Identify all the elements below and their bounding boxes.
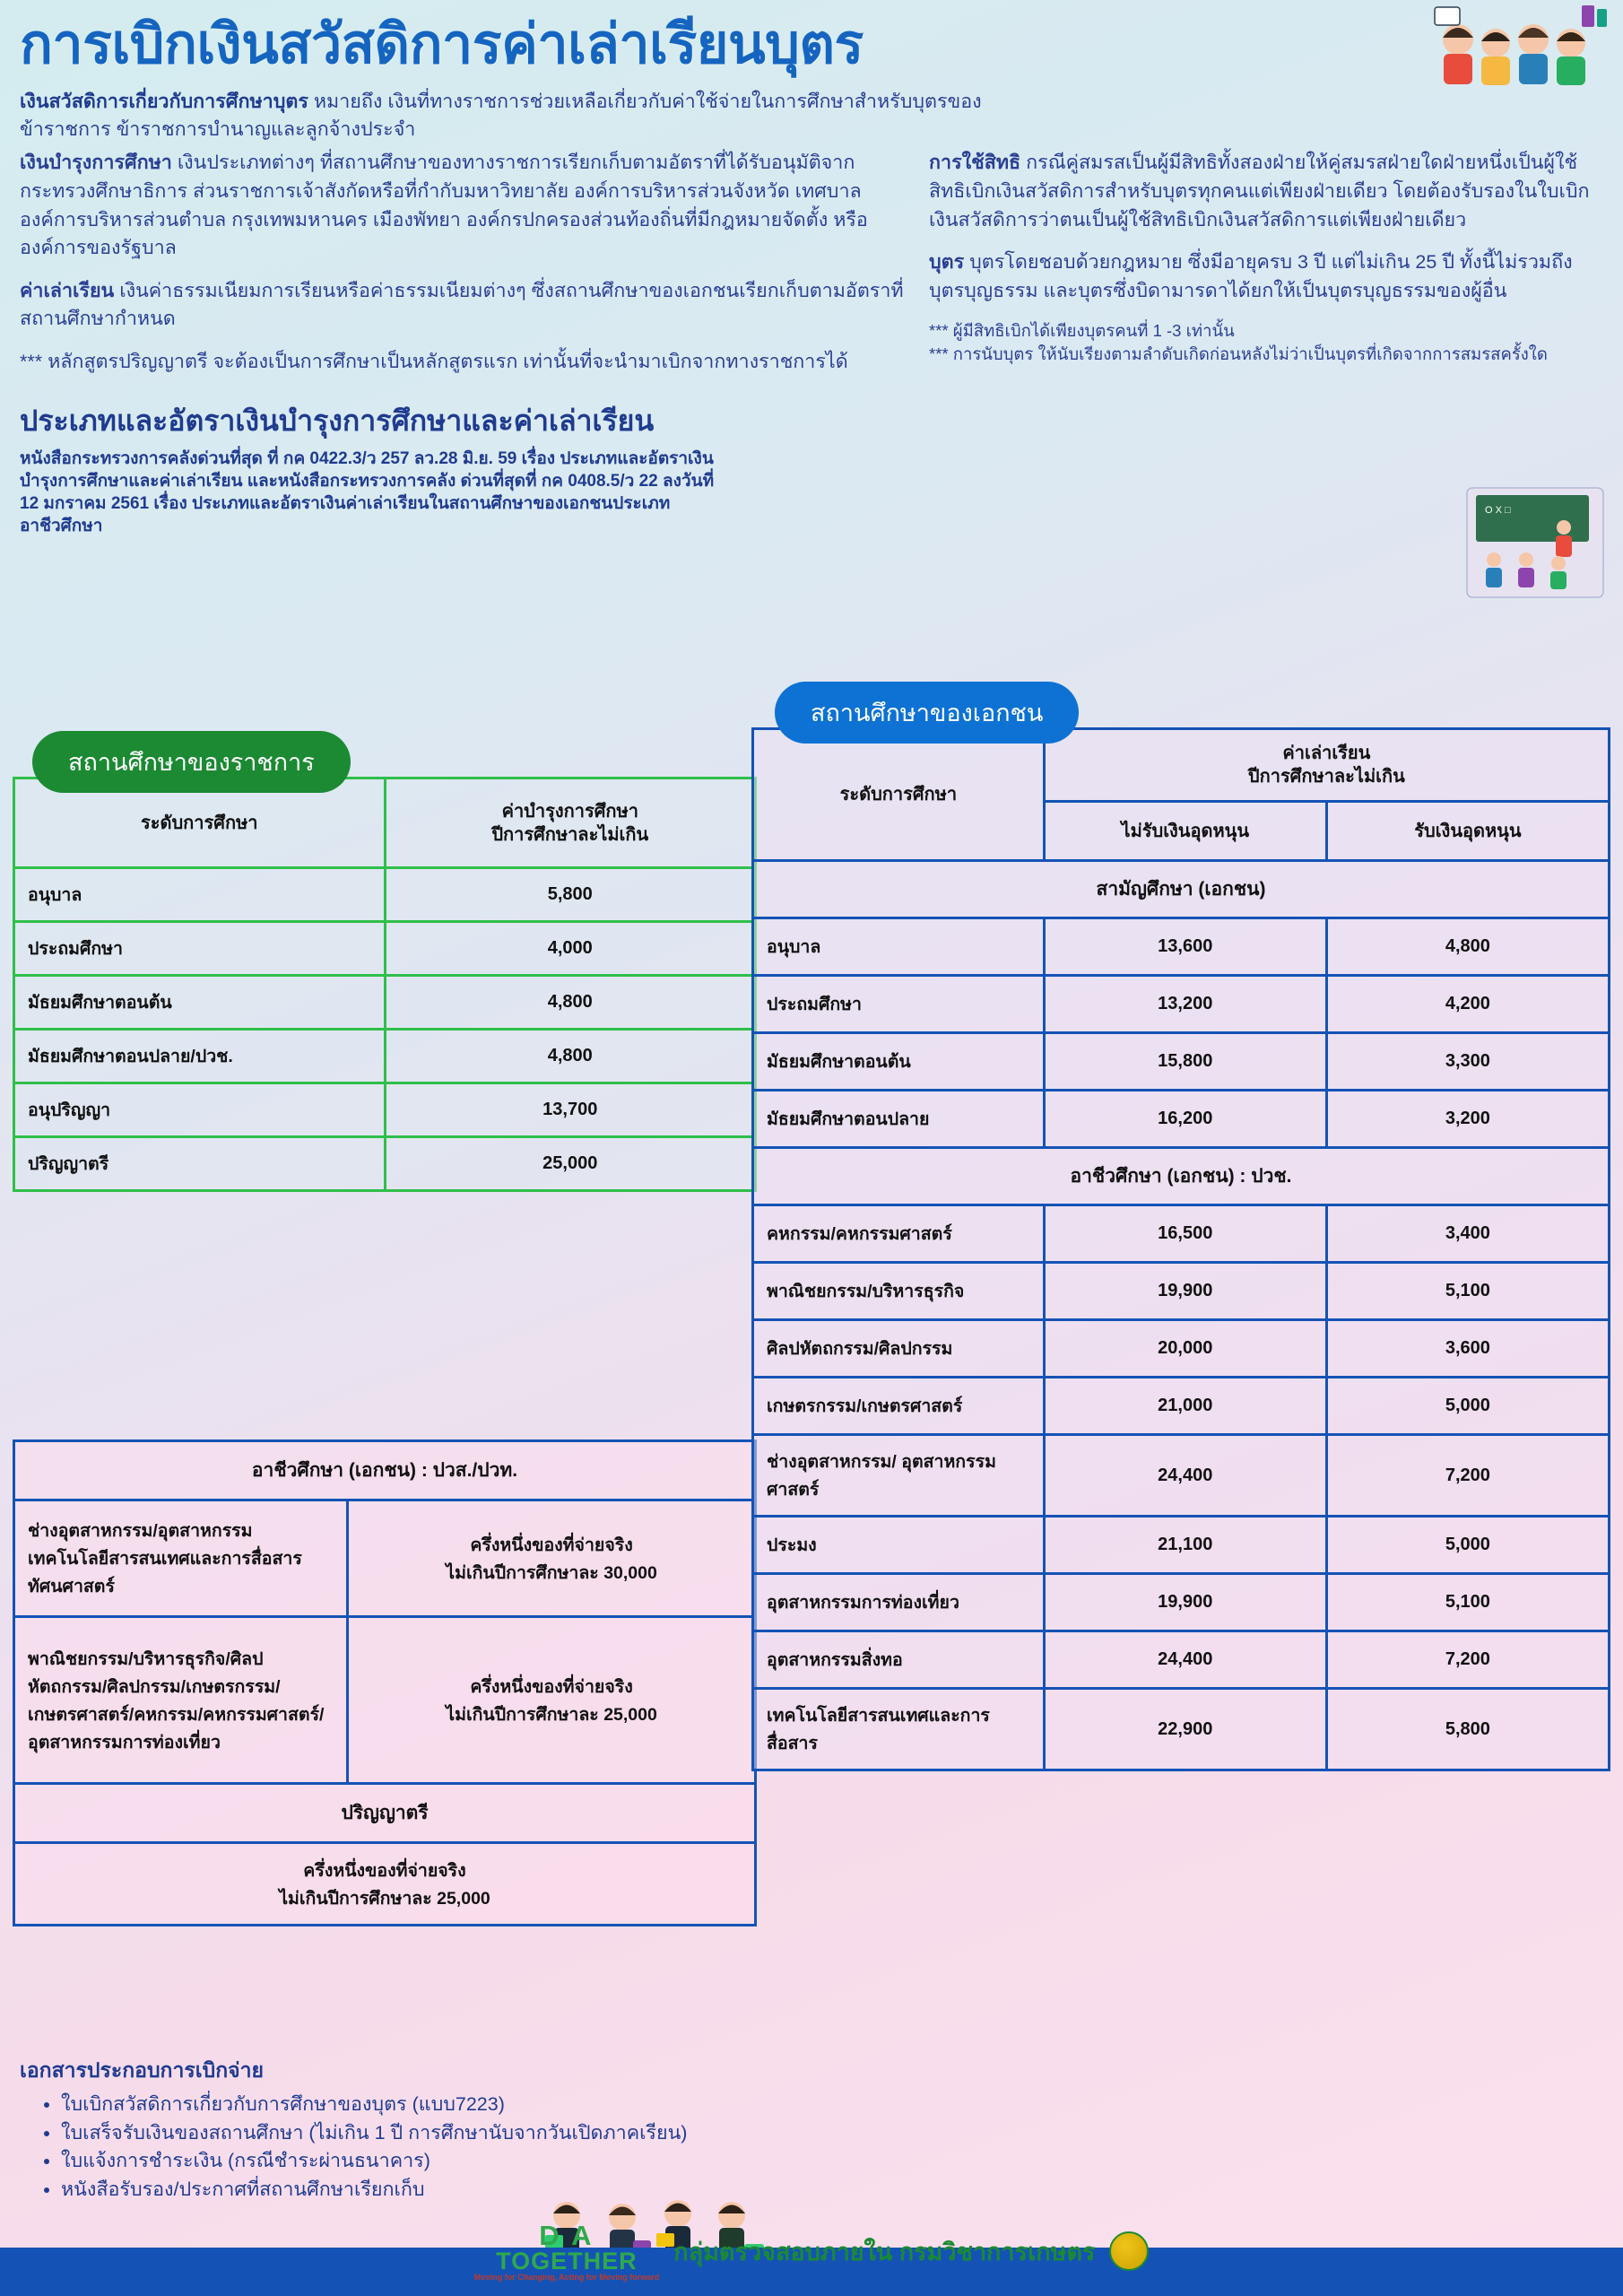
priv-g2-nosub-6: 19,900 bbox=[1044, 1574, 1326, 1631]
intro-line2: ข้าราชการ ข้าราชการบำนาญและลูกจ้างประจำ bbox=[20, 118, 416, 141]
table-row bbox=[753, 1689, 1610, 1770]
table-row bbox=[753, 918, 1610, 976]
table-group-header-row bbox=[753, 861, 1610, 918]
priv-g1-sub-0: 4,800 bbox=[1326, 918, 1609, 976]
table-row bbox=[753, 1091, 1610, 1148]
table-group-header-row bbox=[14, 1784, 756, 1843]
voc-degree-header: ปริญญาตรี bbox=[14, 1784, 756, 1843]
table-row bbox=[753, 1033, 1610, 1091]
footer-organization: กลุ่มตรวจสอบภายใน กรมวิชาการเกษตร bbox=[673, 2238, 1096, 2266]
gov-table-block bbox=[13, 731, 757, 1192]
body-right-column bbox=[929, 149, 1601, 390]
priv-fee-header bbox=[1044, 729, 1609, 802]
child-count-note-1: *** ผู้มีสิทธิเบิกได้เพียงบุตรคนที่ 1 -3 เท่านั้น bbox=[929, 321, 1235, 341]
definition-tuition bbox=[20, 277, 916, 334]
priv-g2-nosub-7: 24,400 bbox=[1044, 1631, 1326, 1689]
priv-g2-level-1: พาณิชยกรรม/บริหารธุรกิจ bbox=[753, 1263, 1045, 1320]
gov-level-5: ปริญญาตรี bbox=[14, 1137, 386, 1191]
priv-g2-nosub-3: 21,000 bbox=[1044, 1378, 1326, 1435]
priv-g1-level-3: มัธยมศึกษาตอนปลาย bbox=[753, 1091, 1045, 1148]
child-definition-text: บุตรโดยชอบด้วยกฎหมาย ซึ่งมีอายุครบ 3 ปี แต่ไม่เกิน 25 ปี ทั้งนี้ไม่รวมถึงบุตรบุญธรรม และบุตรซึ่งบิดามารดาได้ยกให้เป็นบุตรบุญธรรมของผู้อื่น bbox=[929, 251, 1573, 301]
priv-g1-nosub-3: 16,200 bbox=[1044, 1091, 1326, 1148]
voc-degree-amount-line1: ครึ่งหนึ่งของที่จ่ายจริง bbox=[303, 1860, 466, 1881]
priv-g1-sub-3: 3,200 bbox=[1326, 1091, 1609, 1148]
rights-usage-term: การใช้สิทธิ bbox=[929, 152, 1021, 174]
voc-degree-amount-line2: ไม่เกินปีการศึกษาละ 25,000 bbox=[279, 1888, 490, 1909]
voc-amount-1-line1: ครึ่งหนึ่งของที่จ่ายจริง bbox=[470, 1676, 633, 1697]
priv-g2-level-4: ช่างอุตสาหกรรม/ อุตสาหกรรมศาสตร์ bbox=[753, 1435, 1045, 1517]
voc-group-header: อาชีวศึกษา (เอกชน) : ปวส./ปวท. bbox=[14, 1441, 756, 1500]
priv-fee-header-line2: ปีการศึกษาละไม่เกิน bbox=[1247, 767, 1405, 787]
department-seal-icon bbox=[1109, 2231, 1149, 2271]
priv-g2-level-6: อุตสาหกรรมการท่องเที่ยว bbox=[753, 1574, 1045, 1631]
priv-group2-header: อาชีวศึกษา (เอกชน) : ปวช. bbox=[753, 1148, 1610, 1205]
priv-g2-nosub-0: 16,500 bbox=[1044, 1205, 1326, 1263]
students-illustration bbox=[1431, 4, 1610, 86]
priv-g1-level-2: มัธยมศึกษาตอนต้น bbox=[753, 1033, 1045, 1091]
voc-amount-0-line1: ครึ่งหนึ่งของที่จ่ายจริง bbox=[470, 1535, 633, 1555]
documents-list bbox=[61, 2091, 769, 2203]
rights-usage-text: กรณีคู่สมรสเป็นผู้มีสิทธิทั้งสองฝ่ายให้คู่สมรสฝ่ายใดฝ่ายหนึ่งเป็นผู้ใช้สิทธิเบิกเงินสวัสดิการสำหรับบุตรทุกคนแต่เพียงฝ่ายเดียว โดยต้องรับรองในใบเบิกเงินสวัสดิการว่าตนเป็นผู้ใช้สิทธิเบิกเงินสวัสดิการแต่เพียงฝ่ายเดียว bbox=[929, 152, 1590, 230]
gov-level-2: มัธยมศึกษาตอนต้น bbox=[14, 976, 386, 1030]
body-left-column bbox=[20, 149, 916, 390]
priv-g2-level-8: เทคโนโลยีสารสนเทศและการสื่อสาร bbox=[753, 1689, 1045, 1770]
table-row bbox=[753, 1631, 1610, 1689]
intro-bold: เงินสวัสดิการเกี่ยวกับการศึกษาบุตร bbox=[20, 91, 308, 113]
table-row bbox=[753, 1378, 1610, 1435]
priv-g2-level-5: ประมง bbox=[753, 1517, 1045, 1574]
priv-g1-sub-1: 4,200 bbox=[1326, 976, 1609, 1033]
definition-education-fee-term: เงินบำรุงการศึกษา bbox=[20, 152, 172, 174]
gov-school-table bbox=[13, 777, 757, 1192]
priv-g2-nosub-5: 21,100 bbox=[1044, 1517, 1326, 1574]
priv-col1-header: ระดับการศึกษา bbox=[753, 729, 1045, 861]
voc-amount-1-line2: ไม่เกินปีการศึกษาละ 25,000 bbox=[446, 1704, 657, 1725]
priv-g2-sub-4: 7,200 bbox=[1326, 1435, 1609, 1517]
table-row bbox=[753, 976, 1610, 1033]
child-count-note-2: *** การนับบุตร ให้นับเรียงตามลำดับเกิดก่อนหลังไม่ว่าเป็นบุตรที่เกิดจากการสมรสครั้งใด bbox=[929, 344, 1548, 364]
table-row bbox=[14, 1137, 756, 1191]
list-item: • ใบเสร็จรับเงินของสถานศึกษา (ไม่เกิน 1 ปี การศึกษานับจากวันเปิดภาคเรียน) bbox=[61, 2119, 769, 2147]
table-row bbox=[753, 1263, 1610, 1320]
bachelor-note: *** หลักสูตรปริญญาตรี จะต้องเป็นการศึกษาเป็นหลักสูตรแรก เท่านั้นที่จะนำมาเบิกจากทางราชการได้ bbox=[20, 351, 848, 373]
priv-g2-level-2: ศิลปหัตถกรรม/ศิลปกรรม bbox=[753, 1320, 1045, 1378]
table-row bbox=[14, 1030, 756, 1083]
definition-tuition-text: เงินค่าธรรมเนียมการเรียนหรือค่าธรรมเนียมต่างๆ ซึ่งสถานศึกษาของเอกชนเรียกเก็บตามอัตราที่สถานศึกษากำหนด bbox=[20, 279, 904, 330]
priv-g2-sub-7: 7,200 bbox=[1326, 1631, 1609, 1689]
priv-g2-sub-6: 5,100 bbox=[1326, 1574, 1609, 1631]
classroom-illustration bbox=[1463, 484, 1607, 601]
priv-fee-header-line1: ค่าเล่าเรียน bbox=[1282, 744, 1371, 763]
table-row bbox=[753, 1574, 1610, 1631]
priv-subheader-nosubsidy: ไม่รับเงินอุดหนุน bbox=[1044, 802, 1326, 861]
voc-amount-1 bbox=[348, 1617, 756, 1784]
child-definition-term: บุตร bbox=[929, 251, 965, 274]
intro-rest: หมายถึง เงินที่ทางราชการช่วยเหลือเกี่ยวกับค่าใช้จ่ายในการศึกษาสำหรับบุตรของ bbox=[308, 91, 982, 113]
priv-g2-nosub-8: 22,900 bbox=[1044, 1689, 1326, 1770]
priv-g1-nosub-1: 13,200 bbox=[1044, 976, 1326, 1033]
table-group-header-row bbox=[14, 1441, 756, 1500]
gov-amount-2: 4,800 bbox=[385, 976, 756, 1030]
voc-amount-0-line2: ไม่เกินปีการศึกษาละ 30,000 bbox=[446, 1562, 657, 1583]
two-column-body bbox=[0, 144, 1623, 390]
definition-education-fee bbox=[20, 149, 916, 262]
voc-amount-0 bbox=[348, 1500, 756, 1617]
priv-g2-level-0: คหกรรม/คหกรรมศาสตร์ bbox=[753, 1205, 1045, 1263]
child-definition bbox=[929, 248, 1601, 305]
table-row bbox=[14, 1617, 756, 1784]
table-row bbox=[14, 868, 756, 922]
priv-g2-nosub-4: 24,400 bbox=[1044, 1435, 1326, 1517]
priv-subheader-subsidy: รับเงินอุดหนุน bbox=[1326, 802, 1609, 861]
table-row bbox=[14, 1500, 756, 1617]
doa-logo-line2: TOGETHER bbox=[496, 2247, 638, 2274]
priv-table-block bbox=[751, 682, 1610, 1771]
priv-g2-nosub-2: 20,000 bbox=[1044, 1320, 1326, 1378]
gov-level-3: มัธยมศึกษาตอนปลาย/ปวช. bbox=[14, 1030, 386, 1083]
regulation-reference: หนังสือกระทรวงการคลังด่วนที่สุด ที่ กค 0422.3/ว 257 ลว.28 มิ.ย. 59 เรื่อง ประเภทและอัตราเงินบำรุงการศึกษาและค่าเล่าเรียน และหนังสือกระทรวงการคลัง ด่วนที่สุดที่ กค 0408.5/ว 22 ลงวันที่ 12 มกราคม 2561 เรื่อง ประเภทและอัตราเงินค่าเล่าเรียนในสถานศึกษาของเอกชนประเภทอาชีวศึกษา bbox=[20, 448, 715, 535]
priv-g2-sub-2: 3,600 bbox=[1326, 1320, 1609, 1378]
intro-paragraph bbox=[0, 75, 1623, 144]
private-school-table bbox=[751, 727, 1610, 1771]
table-row bbox=[14, 1843, 756, 1926]
list-item: • ใบแจ้งการชำระเงิน (กรณีชำระผ่านธนาคาร) bbox=[61, 2147, 769, 2175]
svg-text:O X □: O X □ bbox=[1485, 505, 1511, 516]
gov-level-1: ประถมศึกษา bbox=[14, 922, 386, 976]
gov-table-pill: สถานศึกษาของราชการ bbox=[32, 731, 351, 793]
priv-g2-sub-5: 5,000 bbox=[1326, 1517, 1609, 1574]
priv-table-pill: สถานศึกษาของเอกชน bbox=[775, 682, 1079, 744]
priv-g1-level-0: อนุบาล bbox=[753, 918, 1045, 976]
table-row bbox=[753, 1435, 1610, 1517]
priv-g1-level-1: ประถมศึกษา bbox=[753, 976, 1045, 1033]
doa-logo-tagline: Moving for Changing, Acting for Moving forward bbox=[473, 2272, 660, 2282]
gov-col2-header bbox=[385, 778, 756, 868]
gov-amount-4: 13,700 bbox=[385, 1083, 756, 1137]
priv-g2-sub-1: 5,100 bbox=[1326, 1263, 1609, 1320]
table-row bbox=[14, 922, 756, 976]
doa-logo bbox=[473, 2219, 660, 2282]
list-item: • ใบเบิกสวัสดิการเกี่ยวกับการศึกษาของบุตร (แบบ7223) bbox=[61, 2091, 769, 2118]
voc-level-1: พาณิชยกรรม/บริหารธุรกิจ/ศิลปหัตถกรรม/ศิลปกรรม/เกษตรกรรม/เกษตรศาสตร์/คหกรรม/คหกรรมศาสตร์/อุตสาหกรรมการท่องเที่ยว bbox=[14, 1617, 348, 1784]
voc-level-0: ช่างอุตสาหกรรม/อุตสาหกรรม เทคโนโลยีสารสนเทศและการสื่อสาร ทัศนศาสตร์ bbox=[14, 1500, 348, 1617]
documents-block bbox=[0, 2049, 789, 2204]
gov-amount-3: 4,800 bbox=[385, 1030, 756, 1083]
definition-education-fee-text: เงินประเภทต่างๆ ที่สถานศึกษาของทางราชการเรียกเก็บตามอัตราที่ได้รับอนุมัติจากกระทรวงศึกษาธิการ ส่วนราชการเจ้าสังกัดหรือที่กำกับมหาวิทยาลัย องค์การบริหารส่วนจังหวัด เทศบาล องค์การบริหารส่วนตำบล กรุงเทพมหานคร เมืองพัทยา องค์กรปกครองส่วนท้องถิ่นที่มีกฎหมายจัดตั้ง หรือองค์การของรัฐบาล bbox=[20, 152, 868, 259]
voc-degree-amount bbox=[14, 1843, 756, 1926]
table-group-header-row bbox=[753, 1148, 1610, 1205]
priv-g1-nosub-2: 15,800 bbox=[1044, 1033, 1326, 1091]
priv-g1-sub-2: 3,300 bbox=[1326, 1033, 1609, 1091]
table-row bbox=[753, 1205, 1610, 1263]
priv-g2-sub-8: 5,800 bbox=[1326, 1689, 1609, 1770]
priv-g1-nosub-0: 13,600 bbox=[1044, 918, 1326, 976]
gov-amount-5: 25,000 bbox=[385, 1137, 756, 1191]
table-row bbox=[14, 1083, 756, 1137]
documents-heading: เอกสารประกอบการเบิกจ่าย bbox=[20, 2058, 265, 2082]
table-row bbox=[753, 1517, 1610, 1574]
priv-g2-nosub-1: 19,900 bbox=[1044, 1263, 1326, 1320]
section-heading: ประเภทและอัตราเงินบำรุงการศึกษาและค่าเล่าเรียน bbox=[20, 404, 655, 437]
gov-col1-header: ระดับการศึกษา bbox=[14, 778, 386, 868]
priv-g2-level-3: เกษตรกรรม/เกษตรศาสตร์ bbox=[753, 1378, 1045, 1435]
gov-col2-header-line2: ปีการศึกษาละไม่เกิน bbox=[491, 824, 649, 845]
gov-level-4: อนุปริญญา bbox=[14, 1083, 386, 1137]
table-row bbox=[753, 1320, 1610, 1378]
priv-group1-header: สามัญศึกษา (เอกชน) bbox=[753, 861, 1610, 918]
doa-logo-line1: D A bbox=[539, 2219, 595, 2251]
definition-tuition-term: ค่าเล่าเรียน bbox=[20, 279, 115, 301]
vocational-private-table bbox=[13, 1439, 757, 1926]
voc-table-block bbox=[13, 1439, 757, 1926]
priv-g2-sub-3: 5,000 bbox=[1326, 1378, 1609, 1435]
gov-amount-1: 4,000 bbox=[385, 922, 756, 976]
rights-usage bbox=[929, 149, 1601, 234]
gov-level-0: อนุบาล bbox=[14, 868, 386, 922]
gov-col2-header-line1: ค่าบำรุงการศึกษา bbox=[501, 801, 638, 822]
priv-g2-sub-0: 3,400 bbox=[1326, 1205, 1609, 1263]
list-item: • หนังสือรับรอง/ประกาศที่สถานศึกษาเรียกเก็บ bbox=[61, 2176, 769, 2204]
table-row bbox=[14, 976, 756, 1030]
footer bbox=[0, 2206, 1623, 2296]
page-title: การเบิกเงินสวัสดิการค่าเล่าเรียนบุตร bbox=[20, 13, 864, 74]
priv-g2-level-7: อุตสาหกรรมสิ่งทอ bbox=[753, 1631, 1045, 1689]
gov-amount-0: 5,800 bbox=[385, 868, 756, 922]
